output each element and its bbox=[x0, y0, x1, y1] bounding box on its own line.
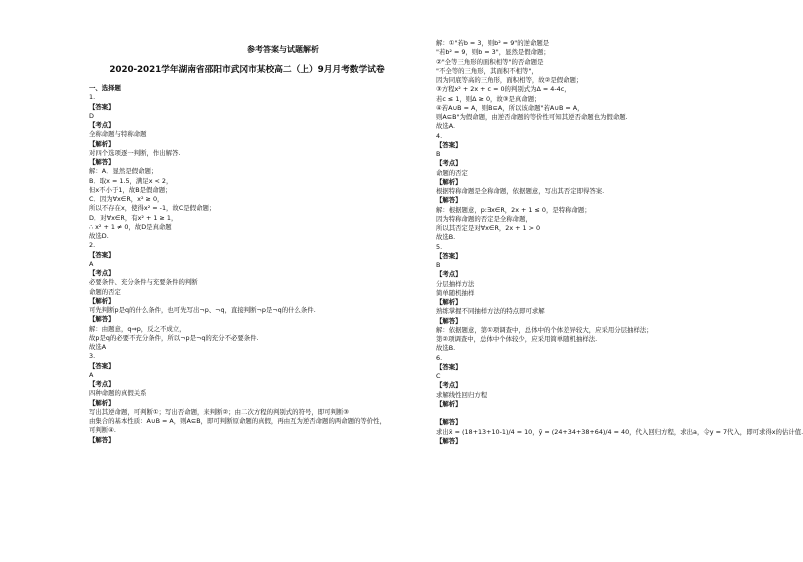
right-column-line: 命题的否定 bbox=[436, 168, 468, 177]
right-column-line: 解：根据题意，p:∃x∈R，2x + 1 ≤ 0，是特称命题； bbox=[436, 205, 591, 214]
left-column-line: 3. bbox=[89, 352, 96, 361]
left-column-line: 【解析】 bbox=[89, 139, 115, 148]
page-title: 参考答案与试题解析 bbox=[247, 45, 319, 54]
left-column-line: 【解析】 bbox=[89, 398, 115, 407]
left-column-line: 【解答】 bbox=[89, 315, 115, 324]
right-column-line: 【解答】 bbox=[436, 436, 462, 445]
left-column-line: 2. bbox=[89, 241, 96, 250]
right-column-line: "不全等的三角形，其面积不相等"， bbox=[436, 66, 538, 75]
left-column-line: 【答案】 bbox=[89, 250, 115, 259]
left-column-line: 【答案】 bbox=[89, 361, 115, 370]
left-column-line: 一、选择题 bbox=[89, 84, 121, 92]
left-column-line: 【解答】 bbox=[89, 435, 115, 444]
left-column-line: 故选A bbox=[89, 343, 107, 351]
right-column-line: ③方程x² + 2x + c = 0的判别式为Δ = 4-4c， bbox=[436, 85, 571, 94]
left-column-line: 四种命题的真假关系 bbox=[89, 389, 147, 398]
right-column-line bbox=[436, 409, 736, 418]
left-column-line: A bbox=[89, 259, 94, 268]
left-column-line: ∴ x² + 1 ≠ 0，故D是真命题 bbox=[89, 222, 172, 231]
right-column-line: 【解答】 bbox=[436, 316, 462, 325]
right-column-line: 故选B. bbox=[436, 344, 456, 353]
right-column-line: 则A⊆B"为假命题，由逆否命题的等价性可知其逆否命题也为假命题. bbox=[436, 113, 628, 121]
left-column-line: 所以不存在x，使得x² = -1，故C是假命题； bbox=[89, 204, 216, 213]
left-column-line: 【解答】 bbox=[89, 158, 115, 166]
right-column-line: 【解析】 bbox=[436, 177, 462, 186]
left-column-line: 【考点】 bbox=[89, 121, 115, 129]
left-column-line: 【考点】 bbox=[89, 269, 115, 277]
right-column-line: 根据特称命题是全称命题，依据题意，写出其否定即得答案. bbox=[436, 187, 605, 195]
left-column-body bbox=[89, 84, 386, 445]
right-column-line: 【解析】 bbox=[436, 298, 462, 306]
left-column-line: 故选D. bbox=[89, 232, 109, 240]
right-column-line: 所以其否定是对∀x∈R，2x + 1 > 0 bbox=[436, 224, 541, 232]
left-column-line: 1. bbox=[89, 93, 96, 102]
right-column-line: "若b² = 9，则b = 3"，显然是假命题； bbox=[436, 48, 550, 57]
left-column-line: 命题的否定 bbox=[89, 287, 121, 296]
right-column-line: 故选A. bbox=[436, 122, 456, 131]
right-column-line: 故选B. bbox=[436, 233, 456, 242]
right-column-line: 解：①"若b = 3，则b² = 9"的逆命题是 bbox=[436, 39, 550, 47]
right-column bbox=[436, 39, 803, 446]
left-column-line: 解：A．显然是假命题； bbox=[89, 167, 158, 176]
left-column-line: 必要条件、充分条件与充要条件的判断 bbox=[89, 278, 198, 287]
right-column-line: 【考点】 bbox=[436, 270, 462, 279]
right-column-line: 【答案】 bbox=[436, 362, 462, 371]
left-column-line: D．对∀x∈R，有x² + 1 ≥ 1， bbox=[89, 213, 178, 222]
left-column-line: D bbox=[89, 111, 94, 120]
left-column-line: 由集合的基本性质：A∪B = A，则A⊆B，即可判断原命题的真假，再由互为逆否命题的两命题的等价性， bbox=[89, 417, 386, 425]
left-column-line: 写出其逆命题，可判断①；写出否命题，来判断②；由二次方程的判别式的符号，即可判断③ bbox=[89, 407, 350, 416]
right-column-line: 求解线性回归方程 bbox=[436, 390, 488, 399]
right-column-line: 【解答】 bbox=[436, 418, 462, 427]
right-column-line: 【解答】 bbox=[436, 196, 462, 205]
right-column-line: 解：依据题意，第①项调查中，总体中的个体差异较大，应采用分层抽样法； bbox=[436, 325, 653, 334]
left-column-line: 可先判断p是q的什么条件，也可先写出¬p、¬q，直接判断¬p是¬q的什么条件. bbox=[89, 306, 316, 314]
left-column-line: A bbox=[89, 370, 94, 379]
left-column-line: 解：由题意，q⇒p，反之不成立， bbox=[89, 324, 186, 333]
right-column-line: 因为特称命题的否定是全称命题， bbox=[436, 214, 532, 223]
right-column-line: 若c ≤ 1，则Δ ≥ 0，故③是真命题； bbox=[436, 94, 541, 103]
left-column-line: 全称命题与特称命题 bbox=[89, 130, 147, 139]
right-column-line: C bbox=[436, 372, 441, 380]
left-column-line: 【答案】 bbox=[89, 102, 115, 111]
left-column-line: 对四个选项逐一判断，作出解答. bbox=[89, 148, 181, 157]
right-column-line: 4. bbox=[436, 131, 443, 140]
right-column-line: 分层抽样方法 bbox=[436, 279, 475, 288]
left-column-line: 但x不小于1，故B是假命题； bbox=[89, 185, 172, 194]
right-column-line: 【答案】 bbox=[436, 251, 462, 260]
right-column-line: 求出x̄ = (18+13+10-1)/4 = 10，ȳ = (24+34+38+64)/4 = 40，代入回归方程，求出a，令y = 7代入，即可求得x的估计值. bbox=[436, 427, 803, 436]
left-column-line: B．取x = 1.5，满足x < 2， bbox=[89, 176, 173, 185]
right-column-line: 熟练掌握不同抽样方法的特点即可求解 bbox=[436, 307, 545, 316]
left-column-line: 可判断④. bbox=[89, 426, 116, 435]
right-column-line: 【考点】 bbox=[436, 381, 462, 390]
right-column-line: ④若A∪B = A，则B⊆A，所以该命题"若A∪B = A， bbox=[436, 103, 584, 112]
right-column-line: 因为同底等高的三角形，面积相等，故②是假命题； bbox=[436, 76, 583, 84]
left-column-line: 【解析】 bbox=[89, 296, 115, 305]
right-column-line: 第②项调查中，总体中个体较少，应采用简单随机抽样法. bbox=[436, 335, 598, 343]
right-column-line: 5. bbox=[436, 242, 443, 251]
right-column-line: B bbox=[436, 150, 441, 158]
right-column-line: ②"全等三角形的面积相等"的否命题是 bbox=[436, 57, 544, 66]
left-column-line: 故p是q的必要不充分条件，所以¬p是¬q的充分不必要条件. bbox=[89, 333, 259, 342]
right-column-line: 简单随机抽样 bbox=[436, 288, 475, 297]
right-column-line: B bbox=[436, 261, 441, 269]
right-column-line: 【考点】 bbox=[436, 159, 462, 168]
right-column-line: 【答案】 bbox=[436, 140, 462, 149]
right-column-line: 【解析】 bbox=[436, 399, 462, 408]
left-column-line: 【考点】 bbox=[89, 380, 115, 388]
page-subtitle: 2020-2021学年湖南省邵阳市武冈市某校高二（上）9月月考数学试卷 bbox=[109, 65, 385, 75]
left-column-line: C．因为∀x∈R，x² ≥ 0， bbox=[89, 195, 164, 203]
right-column-line: 6. bbox=[436, 353, 443, 362]
